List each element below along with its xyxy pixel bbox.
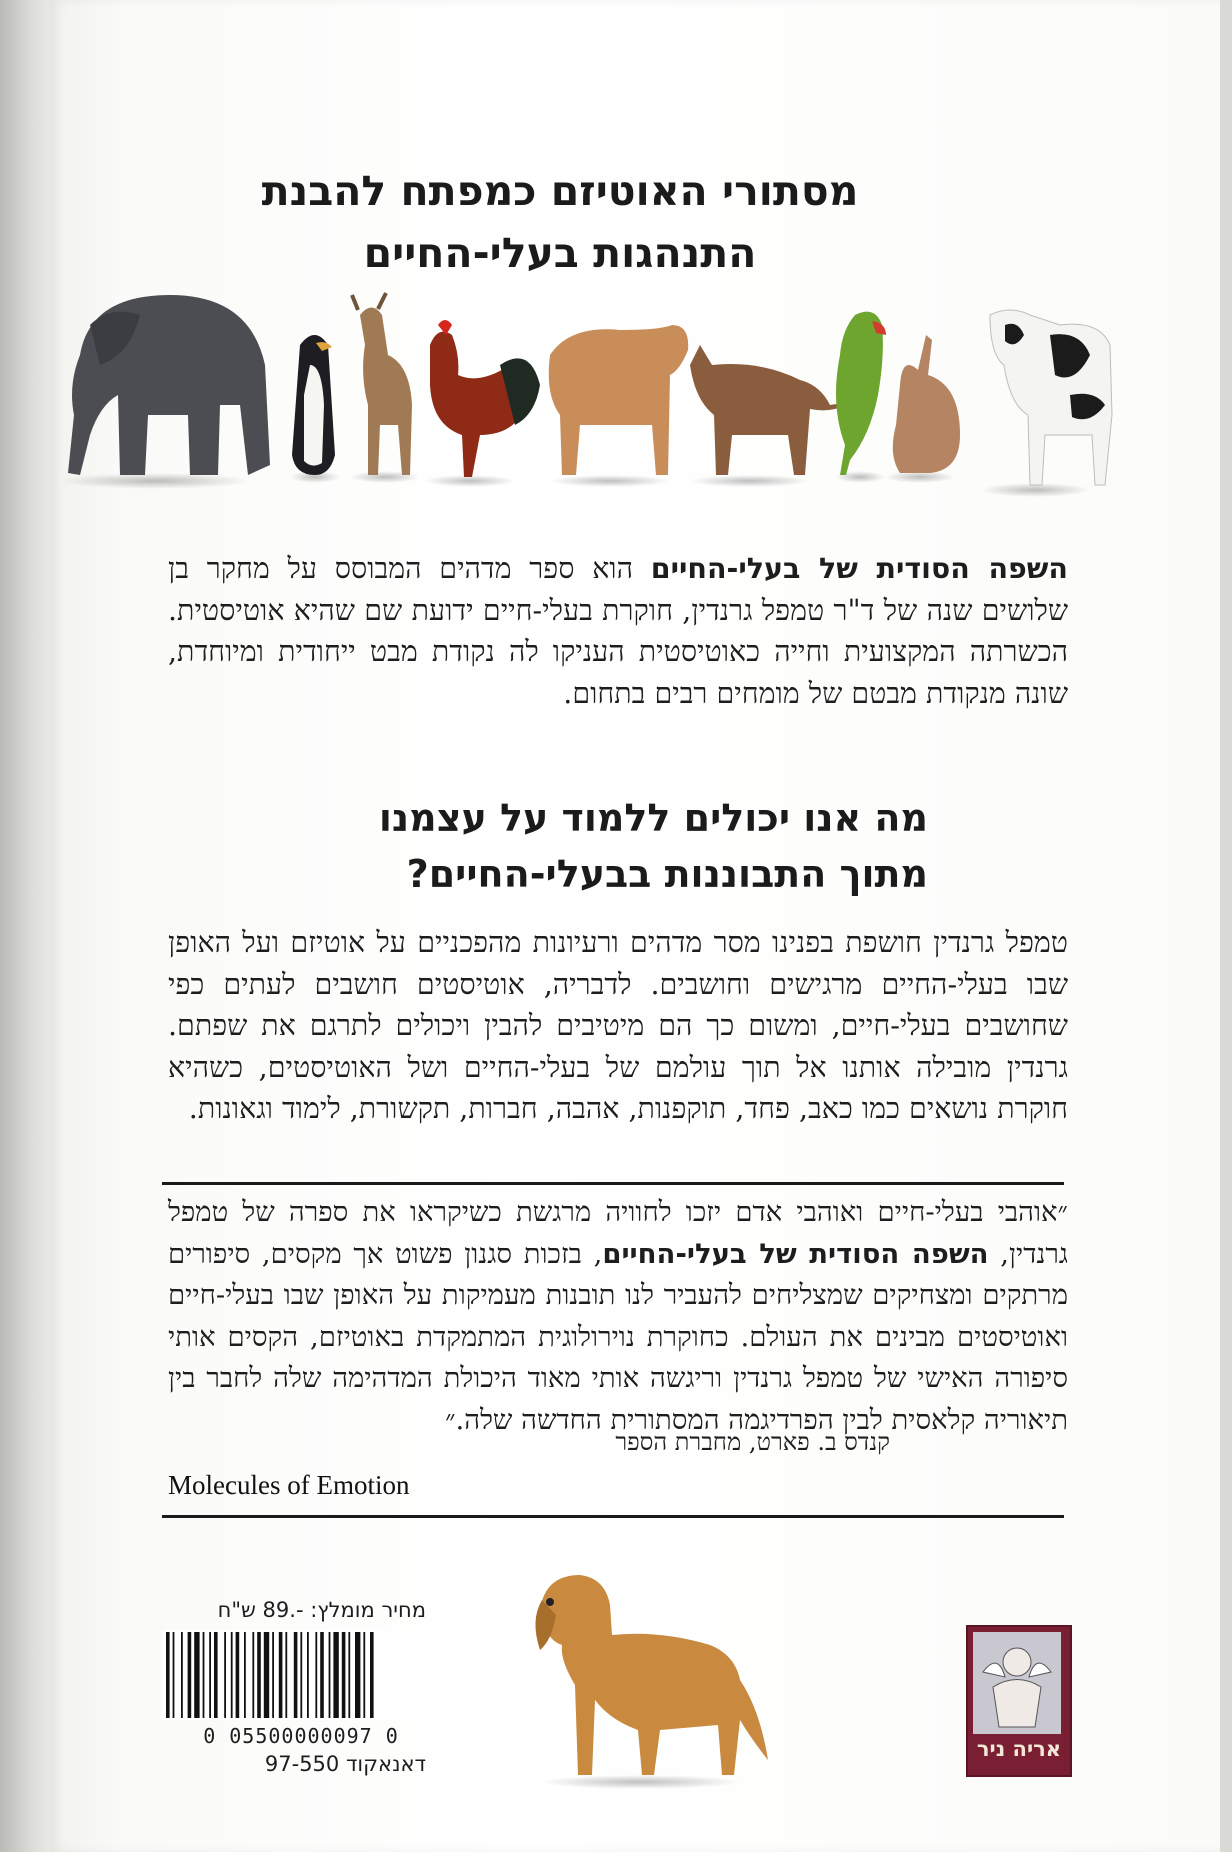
- book-title-inline: השפה הסודית של בעלי-החיים: [650, 552, 1068, 585]
- endorsement-quote: [168, 1192, 1068, 1441]
- cow-icon: [980, 310, 1112, 497]
- rooster-icon: [425, 320, 540, 487]
- divider-top: [162, 1182, 1064, 1185]
- quote-book-name: Molecules of Emotion: [168, 1470, 410, 1500]
- publisher-cherub-icon: [973, 1632, 1061, 1734]
- intro-paragraph: [168, 548, 1068, 714]
- book-spine-edge: [0, 0, 52, 1852]
- publisher-logo: [966, 1625, 1072, 1777]
- quote-part-2: , בזכות סגנון פשוט אך מקסים, סיפורים מרתקים ומצחיקים שמצליחים להעביר לנו תובנות מעמיקות על האופן שבו בעלי-חיים ואוטיסטים מבינים את העולם. כחוקרת נוירולוגית המתמקדת באוטיזם, הקסים אותי סיפורה האישי של טמפל גרנדין וריגשה אותי מאוד היכולת המדהימה שלה לחבר בין תיאוריה קלאסית לבין הפרדיגמה המסתורית החדשה שלה.״: [168, 1237, 1068, 1436]
- quote-book-title: השפה הסודית של בעלי-החיים: [602, 1237, 989, 1270]
- penguin-icon: [290, 335, 340, 483]
- recommended-price: מחיר מומלץ: -.89 ש"ח: [217, 1598, 426, 1622]
- deer-icon: [350, 293, 420, 483]
- sheep-icon: [549, 325, 688, 487]
- elephant-icon: [60, 295, 270, 489]
- headline-line-1: מסתורי האוטיזם כמפתח להבנת: [261, 167, 859, 215]
- body-paragraph: טמפל גרנדין חושפת בפנינו מסר מדהים ורעיונות מהפכניים על אוטיזם ועל האופן שבו בעלי-החיים מרגישים וחושבים. לדבריה, אוטיסטים חושבים לעתים כפי שחושבים בעלי-חיים, ומשום כך הם מיטיבים להבין ויכולים לתרגם את שפתם. גרנדין מובילה אותנו אל תוך עולמם של בעלי-החיים ושל האוטיסטים, כשהיא חוקרת נושאים כמו כאב, פחד, תוקפנות, אהבה, חברות, תקשורת, לימוד וגאונות.: [168, 926, 1068, 1125]
- barcode: [162, 1630, 437, 1720]
- divider-bottom: [162, 1515, 1064, 1518]
- subheading: [168, 790, 928, 902]
- cover-headline: [160, 160, 960, 284]
- rabbit-icon: [885, 335, 960, 483]
- dunacode: דאנאקוד 97-550: [264, 1752, 426, 1776]
- barcode-number: 0 05500000097 0: [203, 1724, 399, 1748]
- parrot-icon: [835, 312, 886, 483]
- quote-part-1: ״אוהבי בעלי-חיים ואוהבי אדם יזכו לחוויה מרגשת כשיקראו את ספרה של טמפל גרנדין,: [168, 1196, 1068, 1270]
- intro-text: הוא ספר מדהים המבוסס על מחקר בן שלושים שנה של ד"ר טמפל גרנדין, חוקרת בעלי-חיים ידועת שם שהיא אוטיסטית. הכשרתה המקצועית וחייה כאוטיסטית העניקו לה נקודת מבט ייחודית ומיוחדת, שונה מנקודת מבטם של מומחים רבים בתחום.: [168, 552, 1068, 710]
- cat-icon: [690, 345, 846, 487]
- publisher-name: אריה ניר: [976, 1737, 1062, 1761]
- subheading-line-1: מה אנו יכולים ללמוד על עצמנו: [378, 796, 928, 840]
- dog-icon: [520, 1560, 770, 1790]
- subheading-line-2: מתוך התבוננות בבעלי-החיים?: [406, 852, 928, 896]
- animals-illustration: [60, 285, 1190, 515]
- quote-attribution: קנדס ב. פארט, מחברת הספר: [615, 1428, 890, 1456]
- headline-line-2: התנהגות בעלי-החיים: [363, 229, 757, 277]
